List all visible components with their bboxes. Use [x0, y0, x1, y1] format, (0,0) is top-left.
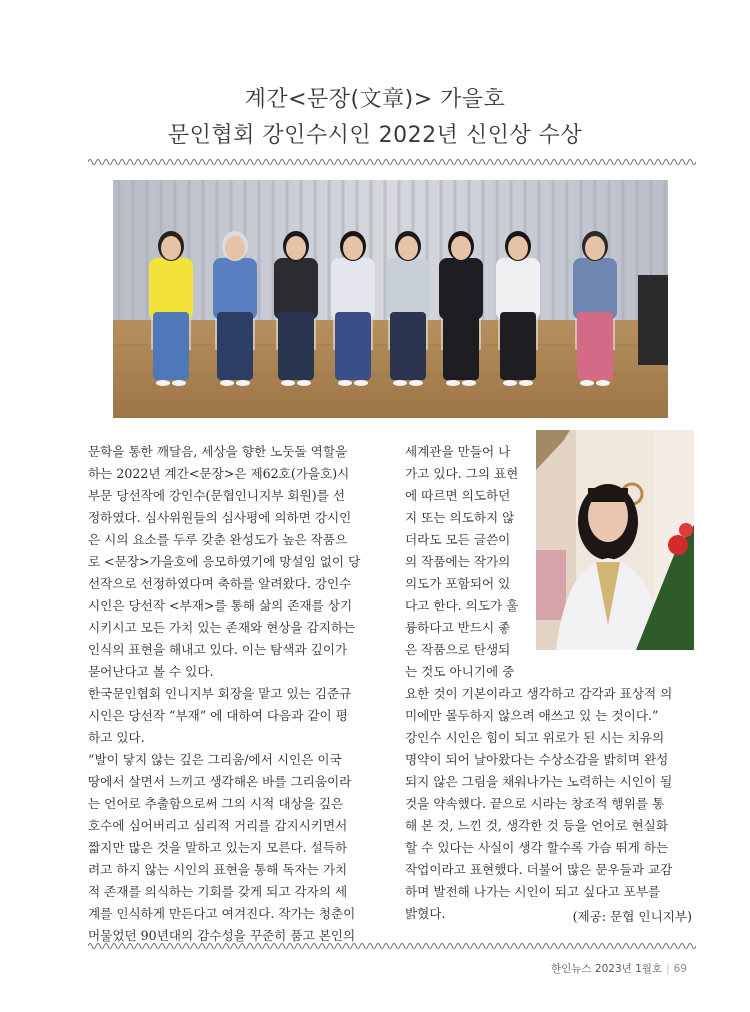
text-line: 는 것도 아니기에 중 [405, 664, 515, 679]
text-line: 것을 약속했다. 끝으로 시라는 창조적 행위를 통 [405, 796, 665, 811]
text-line: 로 <문장>가을호에 응모하였기에 망설임 없이 당 [88, 554, 361, 569]
publication-name: 한인뉴스 2023년 1월호 [551, 963, 663, 975]
text-line: 요한 것이 기본이라고 생각하고 감각과 표상적 의 [405, 686, 673, 701]
footer-separator: | [666, 963, 670, 975]
text-line: 문학을 통한 깨달음, 세상을 향한 노둣돌 역할을 [88, 444, 348, 459]
text-line: 미에만 몰두하지 않으려 애쓰고 있 는 것이다.” [405, 708, 659, 723]
text-line: 적 존재를 의식하는 기회를 갖게 되고 각자의 세 [88, 884, 348, 899]
text-line: 선작으로 선정하였다며 축하를 알려왔다. 강인수 [88, 576, 352, 591]
text-line: 가고 있다. 그의 표현 [405, 466, 519, 481]
text-line: 하는 2022년 계간<문장>은 제62호(가을호)시 [88, 466, 350, 481]
text-line: 시인은 당선작 <부재>를 통해 삶의 존재를 상기 [88, 598, 353, 613]
text-line: 계를 인식하게 만든다고 여겨진다. 작가는 청춘이 [88, 906, 356, 921]
article-title-line2: 문인협회 강인수시인 2022년 신인상 수상 [167, 123, 583, 148]
page-number: 69 [673, 963, 687, 975]
text-line: 는 언어로 추출함으로써 그의 시적 대상을 깊은 [88, 796, 344, 811]
text-line: 다고 한다. 의도가 훌 [405, 598, 519, 613]
photo-credit: (제공: 문협 인니지부) [572, 909, 692, 924]
text-line: 하고 있다. [88, 730, 145, 745]
text-line: 할 수 있다는 사실이 생각 할수록 가슴 뛰게 하는 [405, 840, 669, 855]
page-footer [551, 961, 687, 976]
article-column-right-top [405, 441, 527, 683]
text-line: “발이 닿지 않는 깊은 그리움/에서 시인은 이국 [88, 752, 342, 767]
text-line: 시인은 당선작 “부재” 에 대하여 다음과 같이 평 [88, 708, 348, 723]
article-column-left [88, 441, 378, 947]
text-line: 호수에 심어버리고 심리적 거리를 감지시키면서 [88, 818, 348, 833]
text-line: 에 따르면 의도하던 [405, 488, 511, 503]
text-line: 되지 않은 그림을 채워나가는 노력하는 시인이 될 [405, 774, 673, 789]
text-line: 묻어난다고 볼 수 있다. [88, 664, 214, 679]
text-line: 땅에서 살면서 느끼고 생각해온 바를 그리움이라 [88, 774, 352, 789]
text-line: 은 작품으로 탄생되 [405, 642, 511, 657]
text-line: 짧지만 많은 것을 말하고 있는지 모른다. 설득하 [88, 840, 348, 855]
text-line: 부문 당선작에 강인수(문협인니지부 회원)를 선 [88, 488, 345, 503]
text-line: 세계관을 만들어 나 [405, 444, 511, 459]
bottom-wave-divider [88, 940, 696, 952]
text-line: 머물었던 90년대의 감수성을 꾸준히 품고 본인의 [88, 928, 356, 943]
text-line: 지 또는 의도하지 않 [405, 510, 515, 525]
text-line: 명약이 되어 날아왔다는 수상소감을 밝히며 완성 [405, 752, 669, 767]
text-line: 인식의 표현을 해내고 있다. 이는 탐색과 깊이가 [88, 642, 348, 657]
group-award-photo [113, 180, 668, 418]
article-title-line1: 계간<문장(文章)> 가을호 [244, 87, 506, 112]
text-line: 시키시고 모든 가치 있는 존재와 현상을 감지하는 [88, 620, 356, 635]
poet-portrait-photo [536, 430, 694, 650]
text-line: 한국문인협회 인니지부 회장을 맡고 있는 김준규 [88, 686, 352, 701]
top-wave-divider [88, 156, 696, 168]
text-line: 은 시의 요소를 두루 갖춘 완성도가 높은 작품으 [88, 532, 348, 547]
text-line: 해 본 것, 느낀 것, 생각한 것 등을 언어로 현실화 [405, 818, 669, 833]
text-line: 정하였다. 심사위원들의 심사평에 의하면 강시인 [88, 510, 352, 525]
text-line: 밝혔다. [405, 906, 446, 921]
text-line: 하며 발전해 나가는 시인이 되고 싶다고 포부를 [405, 884, 661, 899]
text-line: 의도가 포함되어 있 [405, 576, 511, 591]
text-line: 강인수 시인은 힘이 되고 위로가 된 시는 치유의 [405, 730, 665, 745]
text-line: 더라도 모든 글쓴이 [405, 532, 511, 547]
text-line: 의 작품에는 작가의 [405, 554, 511, 569]
text-line: 작업이라고 표현했다. 더불어 많은 문우들과 교감 [405, 862, 673, 877]
text-line: 려고 하지 않는 시인의 표현을 통해 독자는 가치 [88, 862, 348, 877]
article-column-right-bottom [405, 683, 695, 925]
text-line: 륭하다고 반드시 좋 [405, 620, 511, 635]
